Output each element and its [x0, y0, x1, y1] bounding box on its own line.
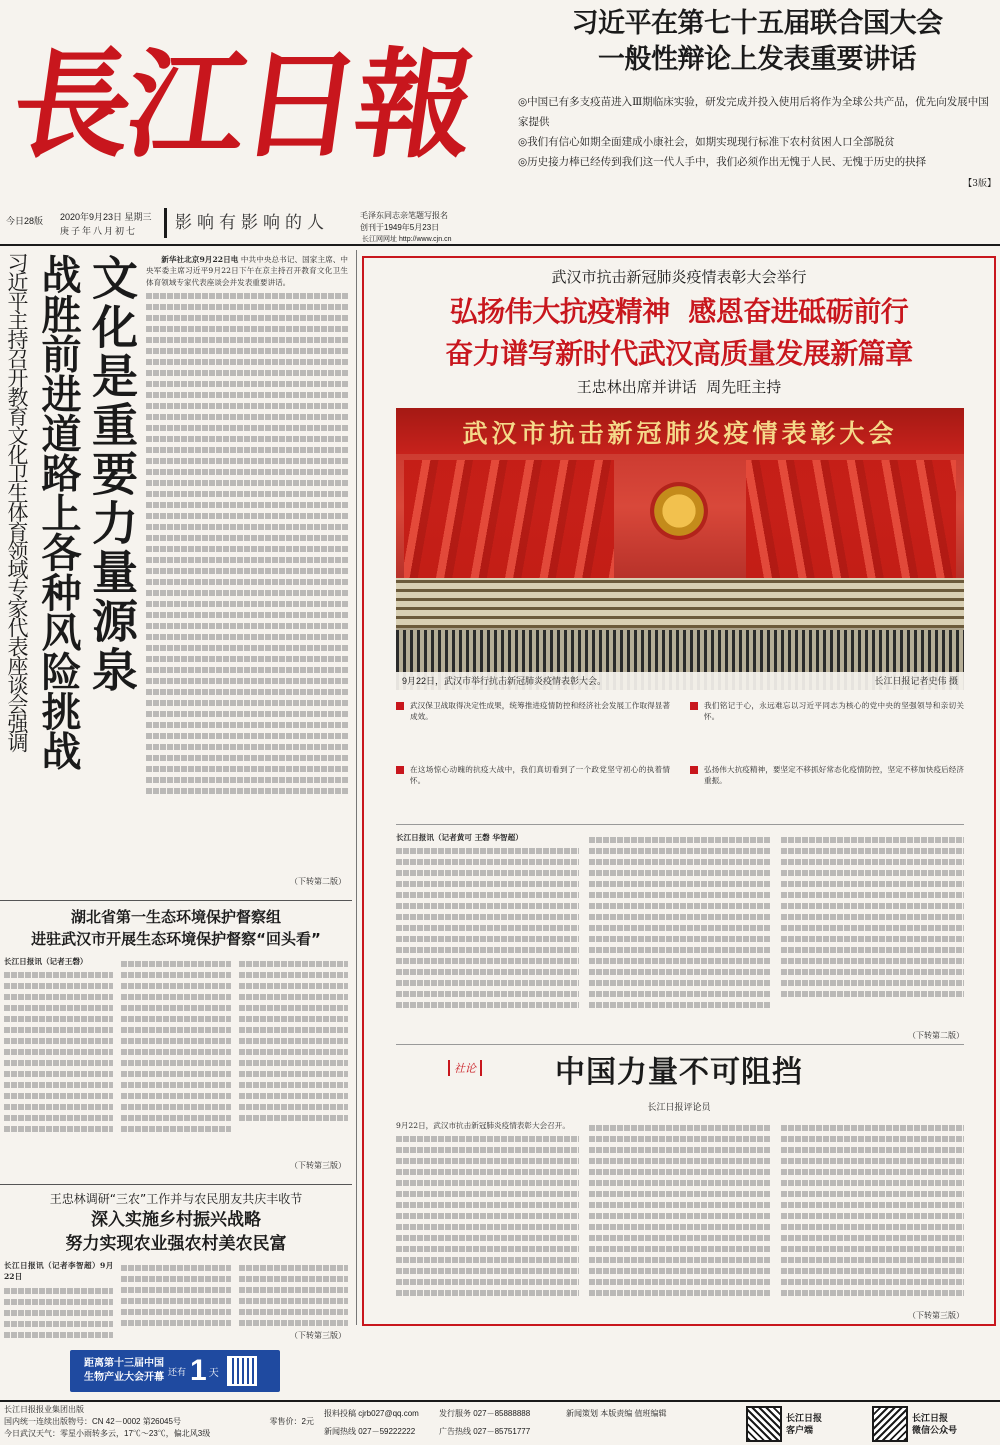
quote-grid	[396, 700, 964, 820]
env-body	[4, 956, 348, 1156]
photo-credit: 长江日报记者史伟 摄	[874, 676, 958, 686]
qr-code-icon	[746, 1406, 782, 1442]
quote-marker-icon	[396, 702, 404, 710]
footer-contacts	[324, 1408, 554, 1438]
countdown-days: 1	[190, 1354, 207, 1387]
left-story	[0, 250, 352, 890]
newspaper-logo: 長江日報	[4, 35, 480, 174]
farm-continued[interactable]: （下转第三版）	[290, 1331, 346, 1340]
dateline: 新华社北京9月22日电	[161, 255, 239, 264]
top-bullet: ◎中国已有多支疫苗进入Ⅲ期临床实验，研发完成并投入使用后将作为全球公共产品，优先向发展中国家提供	[518, 96, 989, 128]
quote-item: 弘扬伟大抗疫精神，要坚定不移抓好常态化疫情防控，坚定不移加快疫后经济重振。	[690, 764, 964, 820]
editorial-headline: 中国力量不可阻挡	[555, 1055, 803, 1090]
editorial-author: 长江日报评论员	[647, 1102, 711, 1112]
issn: 国内统一连续出版物号：CN 42－0002 第26045号	[4, 1417, 181, 1426]
wechat-qr-block[interactable]	[872, 1406, 996, 1442]
env-byline: 长江日报讯（记者王磬）	[4, 957, 88, 966]
footer-publisher-block	[4, 1404, 314, 1440]
national-emblem	[650, 482, 708, 540]
env-continued[interactable]: （下转第三版）	[290, 1161, 346, 1170]
countdown-banner[interactable]	[70, 1350, 280, 1392]
editorial-rule	[396, 1044, 964, 1045]
distribution-label: 发行服务	[439, 1409, 471, 1418]
photo-caption	[396, 672, 964, 690]
left-continued[interactable]: （下转第二版）	[290, 877, 346, 886]
countdown-line2: 生物产业大会开幕	[84, 1372, 164, 1383]
farm-intro: 王忠林调研“三农”工作并与农民朋友共庆丰收节	[49, 1192, 303, 1206]
top-story	[518, 6, 996, 216]
masthead-rule	[0, 244, 1000, 246]
top-bullet: ◎历史接力棒已经传到我们这一代人手中，我们必须作出无愧于人民、无愧于历史的抉择	[518, 156, 927, 168]
left-rule-2	[0, 1184, 352, 1185]
vertical-headline-1: 文化是重要力量源泉	[85, 254, 139, 695]
feature-subhead: 王忠林出席并讲话 周先旺主持	[576, 378, 782, 396]
lunar-date: 庚子年八月初七	[60, 226, 138, 236]
tip-email-label: 报料投稿	[324, 1409, 356, 1418]
page-ref[interactable]: 【3版】	[963, 179, 996, 189]
slogan: 影响有影响的人	[175, 213, 329, 233]
farm-body	[4, 1260, 348, 1340]
website[interactable]: 长江网网址 http://www.cjn.cn	[362, 236, 452, 243]
wechat-label: 长江日报 微信公众号	[912, 1413, 958, 1435]
quote-marker-icon	[396, 766, 404, 774]
tip-email[interactable]: cjrb027@qq.com	[358, 1409, 419, 1418]
stage-rows	[396, 578, 964, 628]
left-story-body	[146, 254, 348, 874]
countdown-label: 还有	[168, 1367, 187, 1378]
editorial-body	[396, 1120, 964, 1310]
qr-code-icon	[872, 1406, 908, 1442]
editorial-continued[interactable]: （下转第三版）	[908, 1311, 964, 1320]
price: 零售价：2元	[269, 1417, 314, 1426]
env-headline-2: 进驻武汉市开展生态环境保护督察“回头看”	[31, 930, 321, 948]
vertical-subhead: 习近平主持召开教育文化卫生体育领域专家代表座谈会强调	[5, 252, 29, 752]
caption-text: 9月22日，武汉市举行抗击新冠肺炎疫情表彰大会。	[402, 676, 607, 686]
feature-rule	[396, 824, 964, 825]
quote-item: 在这场惊心动魄的抗疫大战中，我们真切看到了一个政党坚守初心的执着情怀。	[396, 764, 670, 820]
feature-continued[interactable]: （下转第二版）	[908, 1031, 964, 1040]
env-story	[0, 906, 352, 1178]
footer-rule	[0, 1400, 1000, 1402]
top-bullet: ◎我们有信心如期全面建成小康社会，如期实现现行标准下农村贫困人口全部脱贫	[518, 136, 895, 148]
app-qr-block[interactable]	[746, 1406, 866, 1442]
farm-byline: 长江日报讯（记者李智超）9月22日	[4, 1261, 114, 1282]
ads-label: 广告热线	[439, 1427, 471, 1436]
flags-right	[746, 460, 956, 580]
publisher: 长江日报报业集团出版	[4, 1405, 84, 1414]
editors: 新闻策划 本版责编 值班编辑	[566, 1409, 667, 1418]
news-line-phone[interactable]: 027－59222222	[358, 1427, 416, 1436]
lead: 中共中央总书记、国家主席、中央军委主席习近平9月22日下午在京主持召开教育文化卫生体育领域专家代表座谈会并发表重要讲话。	[146, 255, 348, 287]
env-headline-1: 湖北省第一生态环境保护督察组	[70, 908, 281, 926]
top-bullets	[518, 92, 996, 172]
footer	[0, 1404, 1000, 1445]
ads-phone[interactable]: 027－85751777	[473, 1427, 531, 1436]
news-line-label: 新闻热线	[324, 1427, 356, 1436]
event-photo	[396, 408, 964, 690]
app-label: 长江日报 客户端	[786, 1413, 823, 1435]
main-feature	[362, 256, 996, 1326]
feature-kicker: 武汉市抗击新冠肺炎疫情表彰大会举行	[551, 268, 807, 286]
weather: 今日武汉天气：零星小雨转多云，17℃～23℃，偏北风3级	[4, 1429, 211, 1438]
editorial-tag: 社论	[448, 1060, 482, 1076]
qr-code-icon	[227, 1356, 257, 1386]
column-rule	[356, 250, 357, 1325]
quote-item: 武汉保卫战取得决定性成果，统筹推进疫情防控和经济社会发展工作取得显著成效。	[396, 700, 670, 756]
banner-text: 武汉市抗击新冠肺炎疫情表彰大会	[462, 419, 898, 448]
body-lines	[146, 293, 348, 794]
quote-item: 我们铭记于心，永远难忘以习近平同志为核心的党中央的坚强领导和亲切关怀。	[690, 700, 964, 756]
top-headline-2: 一般性辩论上发表重要讲话	[598, 44, 916, 75]
quote-marker-icon	[690, 766, 698, 774]
countdown-unit: 天	[208, 1367, 219, 1379]
feature-body	[396, 832, 964, 1028]
date-line: 2020年9月23日 星期三	[60, 212, 152, 222]
distribution-phone[interactable]: 027－85888888	[473, 1409, 531, 1418]
farm-headline-1: 深入实施乡村振兴战略	[91, 1210, 261, 1230]
feature-headline-1: 弘扬伟大抗疫精神 感恩奋进砥砺前行	[449, 295, 909, 328]
top-headline-1: 习近平在第七十五届联合国大会	[571, 8, 943, 39]
countdown-line1: 距离第十三届中国	[84, 1358, 164, 1369]
editorial-lead: 9月22日，武汉市抗击新冠肺炎疫情表彰大会召开。	[396, 1121, 570, 1130]
flags-left	[404, 460, 614, 580]
vertical-headline-2: 战胜前进道路上各种风险挑战	[35, 254, 81, 771]
quote-marker-icon	[690, 702, 698, 710]
inscription: 毛泽东同志亲笔题写报名	[360, 211, 448, 220]
farm-story	[0, 1190, 352, 1400]
founded: 创刊于1949年5月23日	[360, 223, 440, 232]
left-rule-1	[0, 900, 352, 901]
slogan-bar	[164, 208, 340, 238]
feature-byline: 长江日报讯（记者黄可 王磬 华智超）	[396, 833, 523, 842]
edition-badge: 今日28版	[6, 216, 44, 226]
farm-headline-2: 努力实现农业强农村美农民富	[65, 1234, 287, 1254]
feature-headline-2: 奋力谱写新时代武汉高质量发展新篇章	[445, 337, 913, 370]
